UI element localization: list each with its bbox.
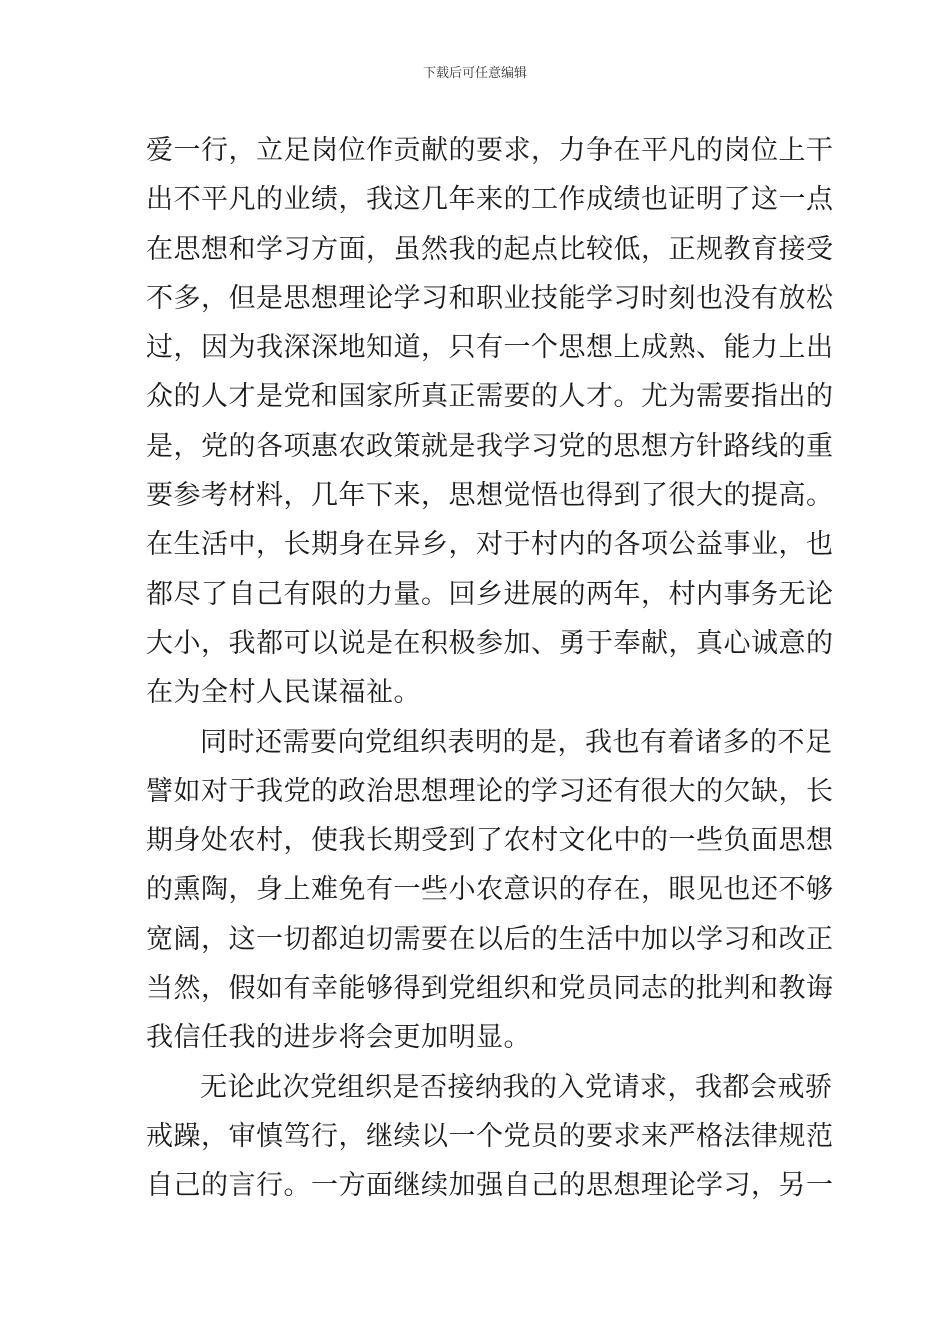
text-line: 出不平凡的业绩，我这几年来的工作成绩也证明了这一点 xyxy=(146,184,834,216)
text-line: 大小，我都可以说是在积极参加、勇于奉献，真心诚意的 xyxy=(146,627,834,659)
text-line: 众的人才是党和国家所真正需要的人才。尤为需要指出的 xyxy=(146,381,834,413)
text-line: 在思想和学习方面，虽然我的起点比较低，正规教育接受 xyxy=(146,233,834,265)
text-line-indented: 同时还需要向党组织表明的是，我也有着诸多的不足 xyxy=(200,726,833,758)
page-header-note: 下载后可任意编辑 xyxy=(422,66,527,81)
paragraph-3 xyxy=(146,1063,834,1211)
text-line-indented: 无论此次党组织是否接纳我的入党请求，我都会戒骄 xyxy=(200,1071,833,1103)
paragraph-2 xyxy=(146,718,834,1063)
text-line: 自己的言行。一方面继续加强自己的思想理论学习，另一 xyxy=(146,1170,834,1202)
paragraph-1 xyxy=(146,126,834,718)
text-line: 在生活中，长期身在异乡，对于村内的各项公益事业，也 xyxy=(146,529,834,561)
document-body xyxy=(146,126,834,1211)
text-line: 戒躁，审慎笃行，继续以一个党员的要求来严格法律规范 xyxy=(146,1120,834,1152)
text-line: 的熏陶，身上难免有一些小农意识的存在，眼见也还不够 xyxy=(146,874,834,906)
text-line: 要参考材料，几年下来，思想觉悟也得到了很大的提高。 xyxy=(146,480,834,512)
text-line: 譬如对于我党的政治思想理论的学习还有很大的欠缺，长 xyxy=(146,775,834,807)
text-line: 都尽了自己有限的力量。回乡进展的两年，村内事务无论 xyxy=(146,578,834,610)
text-line: 不多，但是思想理论学习和职业技能学习时刻也没有放松 xyxy=(146,282,834,314)
text-line: 宽阔，这一切都迫切需要在以后的生活中加以学习和改正 xyxy=(146,923,834,955)
text-line: 当然，假如有幸能够得到党组织和党员同志的批判和教诲 xyxy=(146,973,834,1005)
text-line: 过，因为我深深地知道，只有一个思想上成熟、能力上出 xyxy=(146,332,834,364)
text-line: 我信任我的进步将会更加明显。 xyxy=(146,1022,531,1054)
text-line: 爱一行，立足岗位作贡献的要求，力争在平凡的岗位上干 xyxy=(146,135,834,166)
text-line: 在为全村人民谋福祉。 xyxy=(146,677,421,709)
text-line: 期身处农村，使我长期受到了农村文化中的一些负面思想 xyxy=(146,825,834,857)
text-line: 是，党的各项惠农政策就是我学习党的思想方针路线的重 xyxy=(146,430,834,462)
